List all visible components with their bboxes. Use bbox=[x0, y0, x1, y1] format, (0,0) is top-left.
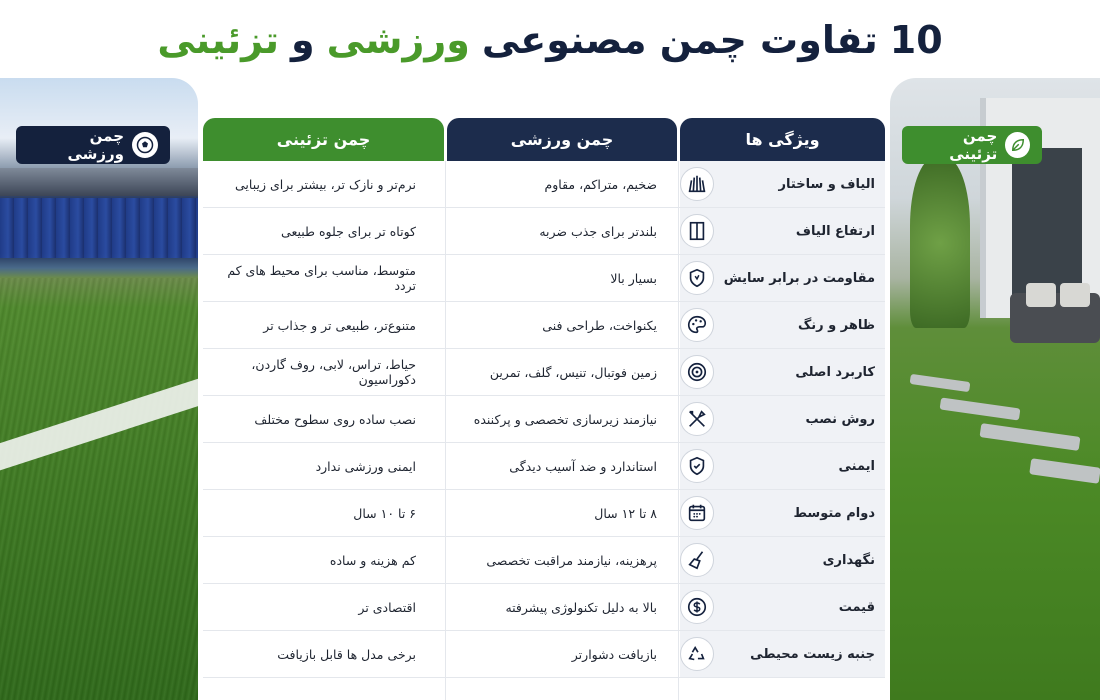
table-row bbox=[203, 443, 885, 490]
feature-label: دوام متوسط bbox=[793, 505, 875, 521]
table-row bbox=[203, 631, 885, 678]
table-row bbox=[203, 255, 885, 302]
grass-fiber-icon bbox=[680, 167, 714, 201]
sport-cell: زمین فوتبال، تنیس، گلف، تمرین bbox=[489, 364, 657, 380]
feature-label: ایمنی bbox=[838, 458, 875, 474]
title-number: 10 bbox=[889, 18, 943, 62]
feature-cell bbox=[680, 349, 885, 395]
sport-cell: بلندتر برای جذب ضربه bbox=[539, 223, 657, 239]
feature-cell bbox=[680, 537, 885, 583]
sport-grass-badge bbox=[16, 126, 170, 164]
ornamental-badge-label: چمن تزئینی bbox=[949, 127, 998, 163]
ornamental-cell: نصب ساده روی سطوح مختلف bbox=[254, 411, 416, 427]
feature-label: الیاف و ساختار bbox=[778, 176, 875, 192]
feature-label: مقاومت در برابر سایش bbox=[723, 270, 875, 286]
table-row bbox=[203, 302, 885, 349]
stadium-roof bbox=[0, 168, 198, 196]
broom-icon bbox=[680, 543, 714, 577]
sport-cell: بالا به دلیل تکنولوژی پیشرفته bbox=[505, 599, 657, 615]
feature-label: جنبه زیست محیطی bbox=[750, 646, 875, 662]
feature-cell bbox=[680, 208, 885, 254]
feature-label: نگهداری bbox=[822, 552, 875, 568]
pitch-grass bbox=[0, 278, 198, 700]
feature-label: ظاهر و رنگ bbox=[797, 317, 875, 333]
feature-label: قیمت bbox=[838, 599, 875, 615]
sofa-pillow bbox=[1026, 283, 1056, 307]
garden-tree bbox=[910, 158, 970, 328]
stepping-stone bbox=[940, 397, 1021, 420]
ornamental-cell: اقتصادی تر bbox=[358, 599, 416, 615]
feature-cell bbox=[680, 631, 885, 677]
table-row bbox=[203, 208, 885, 255]
sport-cell: بسیار بالا bbox=[610, 270, 657, 286]
palette-icon bbox=[680, 308, 714, 342]
ornamental-cell: حیاط، تراس، لابی، روف گاردن، دکوراسیون bbox=[251, 357, 416, 387]
ornamental-cell: متوسط، مناسب برای محیط های کم تردد bbox=[227, 263, 416, 293]
sport-cell: نیازمند زیرسازی تخصصی و پرکننده bbox=[473, 411, 657, 427]
ornamental-cell: ۶ تا ۱۰ سال bbox=[353, 505, 416, 521]
header-features: ویژگی ها bbox=[680, 118, 885, 161]
soccer-ball-icon bbox=[132, 132, 158, 158]
ornamental-cell: ایمنی ورزشی ندارد bbox=[315, 458, 416, 474]
sport-cell: ضخیم، متراکم، مقاوم bbox=[544, 176, 657, 192]
sport-cell: یکنواخت، طراحی فنی bbox=[542, 317, 657, 333]
title-conj: و bbox=[291, 18, 315, 62]
table-row bbox=[203, 490, 885, 537]
tools-icon bbox=[680, 402, 714, 436]
sport-badge-label: چمن ورزشی bbox=[67, 127, 125, 163]
ornamental-grass-badge bbox=[902, 126, 1042, 164]
target-icon bbox=[680, 355, 714, 389]
shield-icon bbox=[680, 261, 714, 295]
table-row bbox=[203, 396, 885, 443]
ornamental-cell: متنوع‌تر، طبیعی تر و جذاب تر bbox=[263, 317, 416, 333]
table-row bbox=[203, 537, 885, 584]
garden-image bbox=[890, 78, 1100, 700]
ornamental-cell: نرم‌تر و نازک تر، بیشتر برای زیبایی bbox=[235, 176, 416, 192]
stepping-stone bbox=[910, 374, 971, 392]
stadium-stands bbox=[0, 198, 198, 258]
feature-cell bbox=[680, 161, 885, 207]
header-sport: چمن ورزشی bbox=[447, 118, 677, 161]
stepping-stone bbox=[1029, 458, 1100, 484]
header-ornamental: چمن تزئینی bbox=[203, 118, 444, 161]
stadium-image bbox=[0, 78, 198, 700]
feature-cell bbox=[680, 396, 885, 442]
height-icon bbox=[680, 214, 714, 248]
feature-label: روش نصب bbox=[805, 411, 875, 427]
house-window bbox=[1012, 148, 1082, 298]
sport-cell: بازیافت دشوارتر bbox=[571, 646, 657, 662]
feature-label: کاربرد اصلی bbox=[795, 364, 875, 380]
table-row bbox=[203, 584, 885, 631]
feature-cell bbox=[680, 302, 885, 348]
feature-cell bbox=[680, 443, 885, 489]
ornamental-cell: برخی مدل ها قابل بازیافت bbox=[277, 646, 416, 662]
sport-cell: پرهزینه، نیازمند مراقبت تخصصی bbox=[486, 552, 657, 568]
shield-check-icon bbox=[680, 449, 714, 483]
feature-cell bbox=[680, 584, 885, 630]
calendar-icon bbox=[680, 496, 714, 530]
feature-cell bbox=[680, 255, 885, 301]
stepping-stone bbox=[980, 423, 1081, 451]
table-body bbox=[203, 161, 885, 678]
title-part1: تفاوت چمن مصنوعی bbox=[481, 18, 878, 62]
sport-cell: استاندارد و ضد آسیب دیدگی bbox=[509, 458, 657, 474]
leaf-icon bbox=[1005, 132, 1030, 158]
page-title bbox=[0, 0, 1100, 80]
dollar-icon bbox=[680, 590, 714, 624]
sport-cell: ۸ تا ۱۲ سال bbox=[594, 505, 657, 521]
recycle-icon bbox=[680, 637, 714, 671]
title-part3: تزئینی bbox=[157, 18, 280, 62]
table-row bbox=[203, 349, 885, 396]
ornamental-cell: کم هزینه و ساده bbox=[329, 552, 416, 568]
title-part2: ورزشی bbox=[326, 18, 470, 62]
table-row bbox=[203, 161, 885, 208]
ornamental-cell: کوتاه تر برای جلوه طبیعی bbox=[281, 223, 416, 239]
sofa-pillow bbox=[1060, 283, 1090, 307]
feature-cell bbox=[680, 490, 885, 536]
feature-label: ارتفاع الیاف bbox=[795, 223, 875, 239]
